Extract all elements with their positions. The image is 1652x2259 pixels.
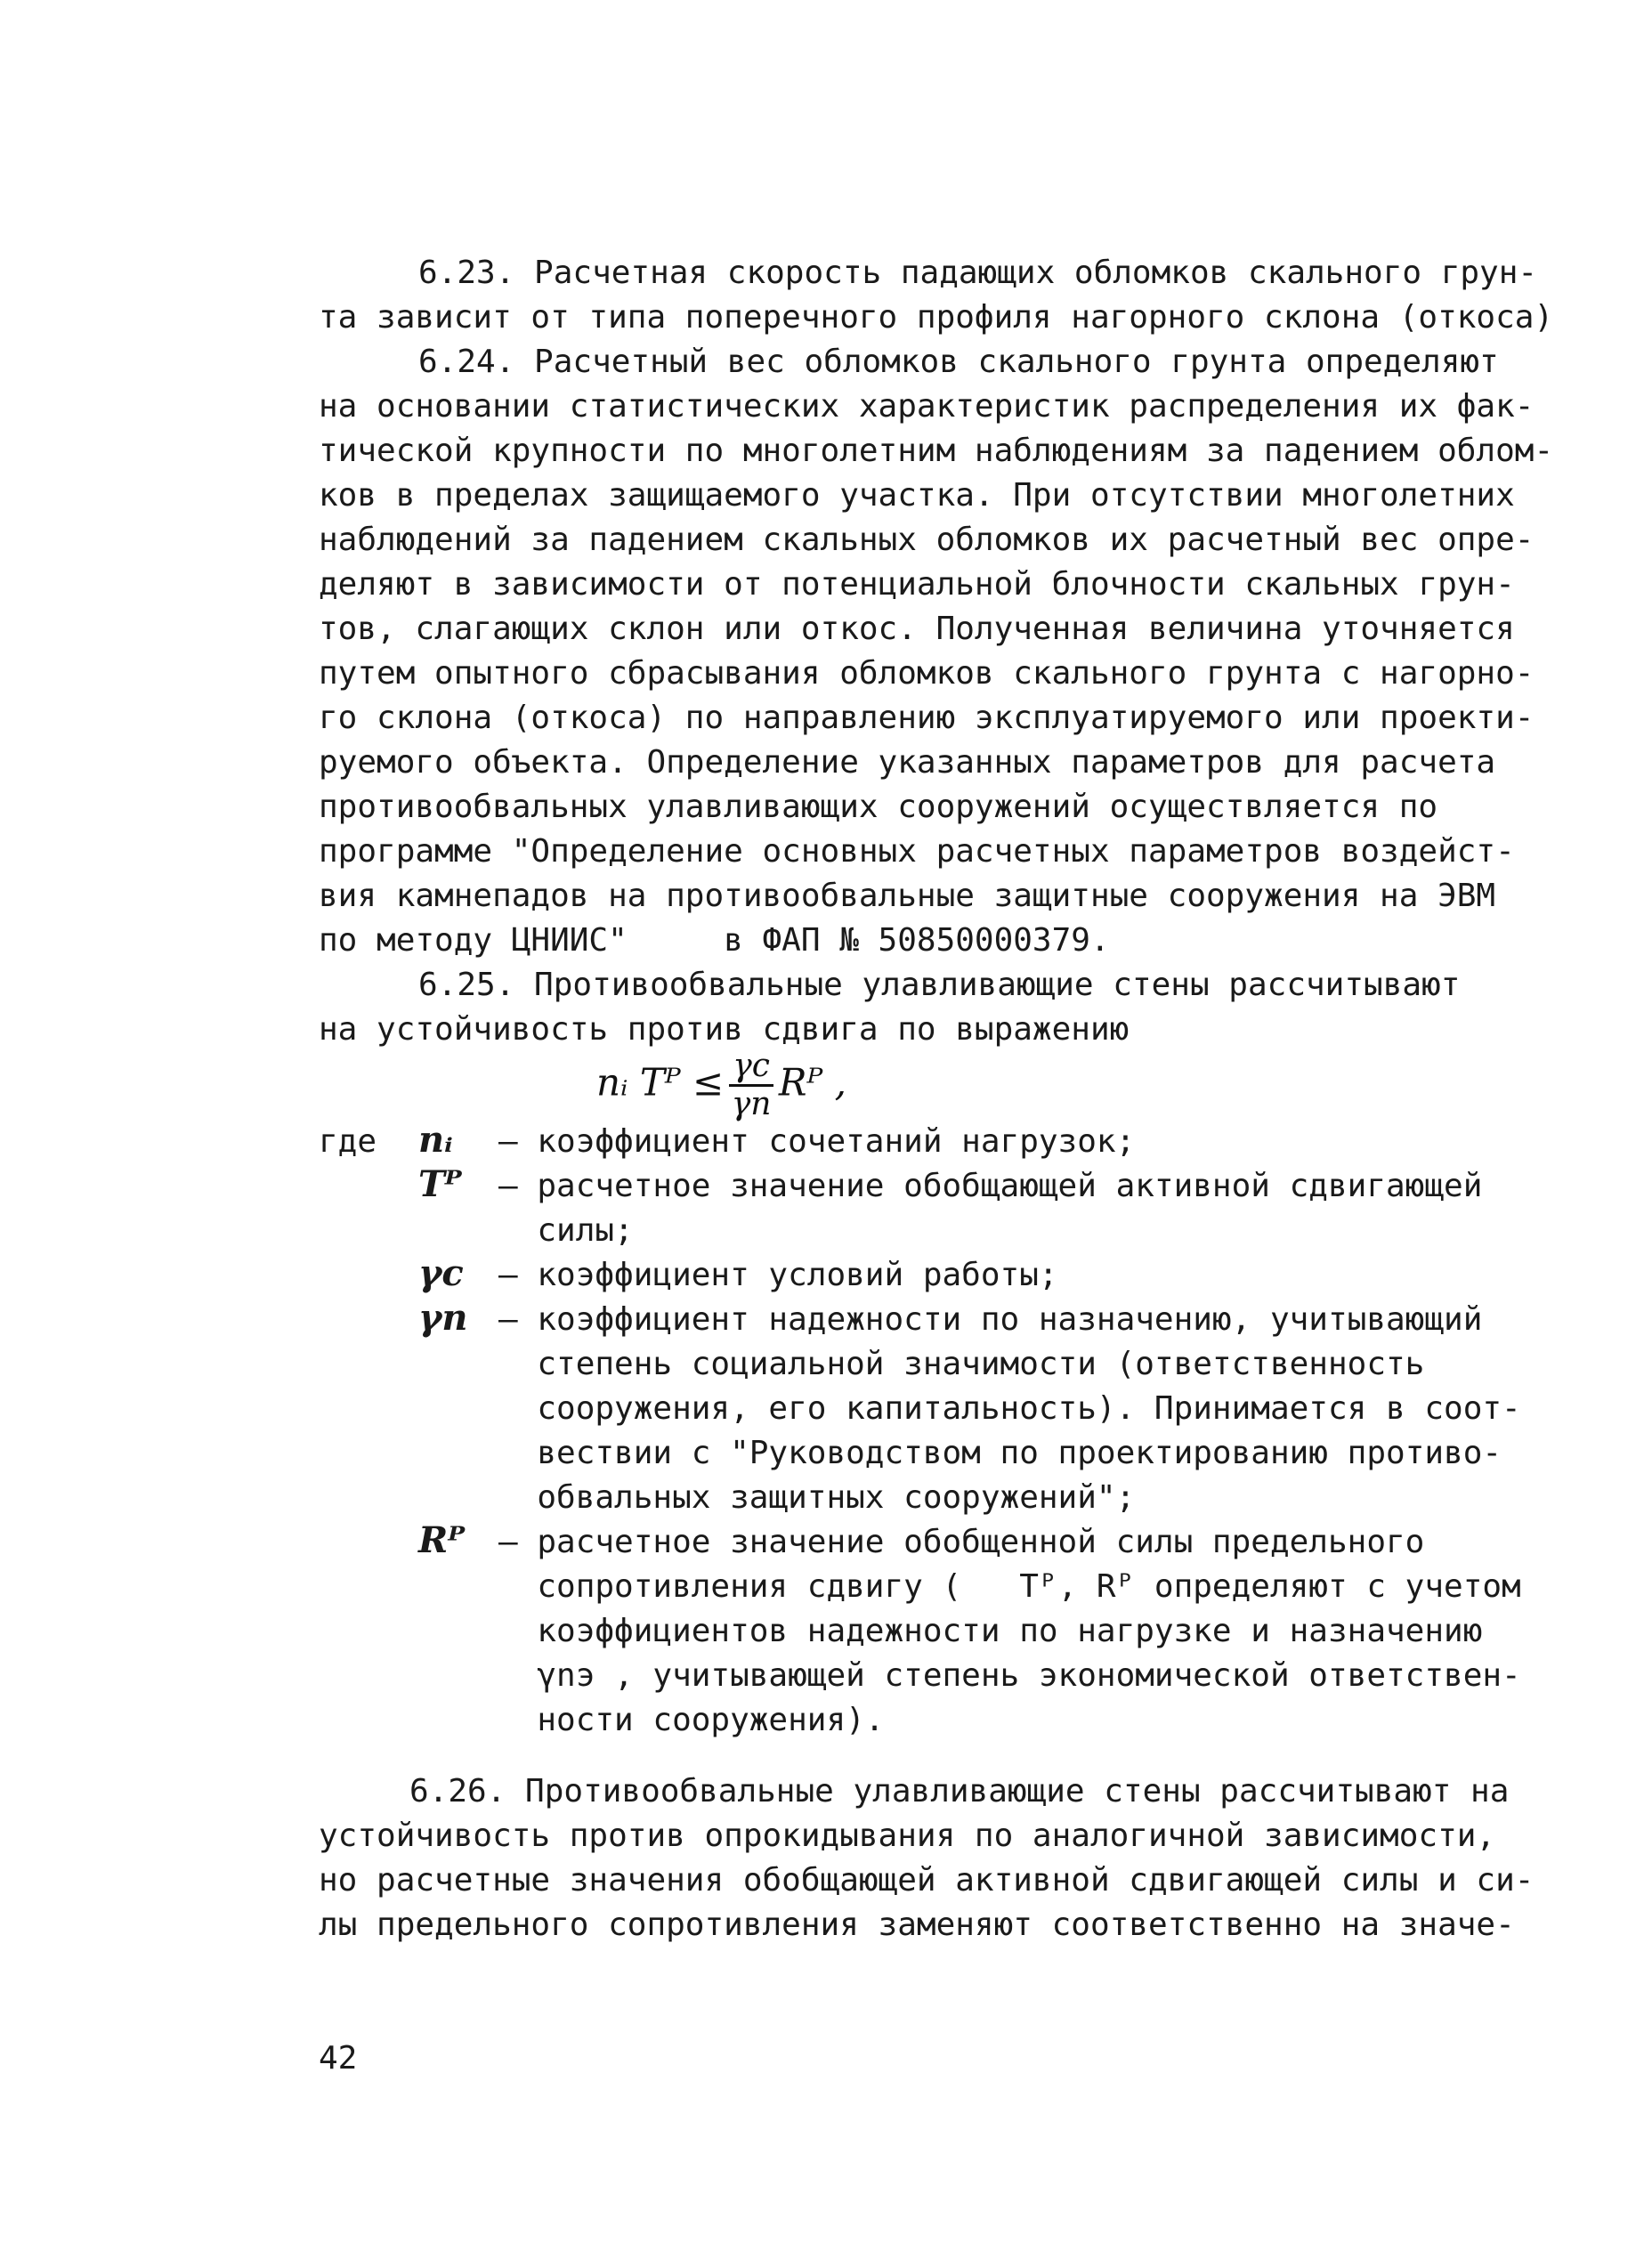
p624-line-11: программе "Определение основных расчетных параметров воздейст- [319, 833, 1515, 870]
formula-rhs: Rᴾ , [778, 1060, 847, 1105]
definition-line: вествии с "Руководством по проектированию противо- [498, 1435, 1502, 1471]
p625-line-1: на устойчивость против сдвига по выражению [319, 1011, 1130, 1048]
definition-symbol: γn [418, 1297, 468, 1339]
definition-line: – коэффициент надежности по назначению, учитывающий [498, 1301, 1483, 1338]
formula-numerator: γc [729, 1049, 773, 1087]
p626-line-0: 6.26. Противообвальные улавливающие стены рассчитывают на [409, 1773, 1510, 1810]
definition-line: силы; [498, 1212, 634, 1249]
formula-fraction [729, 1049, 773, 1122]
definition-line: γnэ , учитывающей степень экономической ответствен- [498, 1657, 1521, 1694]
definition-line: ности сооружения). [498, 1702, 885, 1738]
definition-symbol: Tᴾ [418, 1163, 462, 1205]
p624-line-8: го склона (откоса) по направлению эксплуатируемого или проекти- [319, 700, 1535, 736]
definition-line: коэффициентов надежности по нагрузке и назначению [498, 1613, 1483, 1649]
p624-line-0: 6.24. Расчетный вес обломков скального грунта определяют [418, 344, 1499, 380]
p624-line-2: тической крупности по многолетним наблюдениям за падением облом- [319, 433, 1554, 469]
p624-line-4: наблюдений за падением скальных обломков их расчетный вес опре- [319, 522, 1535, 558]
p626-line-3: лы предельного сопротивления заменяют соответственно на значе- [319, 1907, 1515, 1943]
p624-line-6: тов, слагающих склон или откос. Полученная величина уточняется [319, 611, 1515, 647]
definition-symbol: γc [418, 1252, 464, 1294]
definition-line: – расчетное значение обобщающей активной сдвигающей [498, 1168, 1483, 1204]
p625-line-0: 6.25. Противообвальные улавливающие стены рассчитывают [418, 967, 1461, 1003]
p624-line-9: руемого объекта. Определение указанных параметров для расчета [319, 744, 1496, 781]
formula-denominator: γn [731, 1086, 772, 1122]
definition-line: обвальных защитных сооружений"; [498, 1479, 1136, 1516]
p623-line-0: 6.23. Расчетная скорость падающих обломков скального грун- [418, 255, 1538, 291]
definition-line: – коэффициент сочетаний нагрузок; [498, 1123, 1136, 1160]
definition-line: – коэффициент условий работы; [498, 1257, 1058, 1293]
p624-line-3: ков в пределах защищаемого участка. При отсутствии многолетних [319, 477, 1515, 514]
p624-line-5: деляют в зависимости от потенциальной блочности скальных грун- [319, 566, 1515, 603]
p626-line-2: но расчетные значения обобщающей активной сдвигающей силы и си- [319, 1862, 1535, 1899]
page-number: 42 [319, 2040, 358, 2077]
definition-symbol: Rᴾ [418, 1519, 466, 1561]
p623-line-1: та зависит от типа поперечного профиля нагорного склона (откоса) [319, 299, 1554, 336]
p624-line-7: путем опытного сбрасывания обломков скального грунта с нагорно- [319, 655, 1535, 692]
formula-lhs: nᵢ Tᴾ ≤ [596, 1060, 725, 1105]
p624-line-10: противообвальных улавливающих сооружений осуществляется по [319, 789, 1438, 825]
p626-line-1: устойчивость против опрокидывания по аналогичной зависимости, [319, 1818, 1496, 1854]
definition-line: – расчетное значение обобщенной силы предельного [498, 1524, 1425, 1560]
p624-line-13: по методу ЦНИИС" в ФАП № 50850000379. [319, 922, 1110, 959]
definition-line: сооружения, его капитальность). Принимается в соот- [498, 1390, 1521, 1427]
stability-formula [596, 1049, 846, 1122]
where-label: где [319, 1123, 377, 1160]
definition-symbol: nᵢ [418, 1119, 453, 1161]
p624-line-1: на основании статистических характеристик распределения их фак- [319, 388, 1535, 425]
p624-line-12: вия камнепадов на противообвальные защитные сооружения на ЭВМ [319, 878, 1496, 914]
definition-line: степень социальной значимости (ответственность [498, 1346, 1425, 1382]
definition-line: сопротивления сдвигу ( Tᴾ, Rᴾ определяют с учетом [498, 1568, 1521, 1605]
